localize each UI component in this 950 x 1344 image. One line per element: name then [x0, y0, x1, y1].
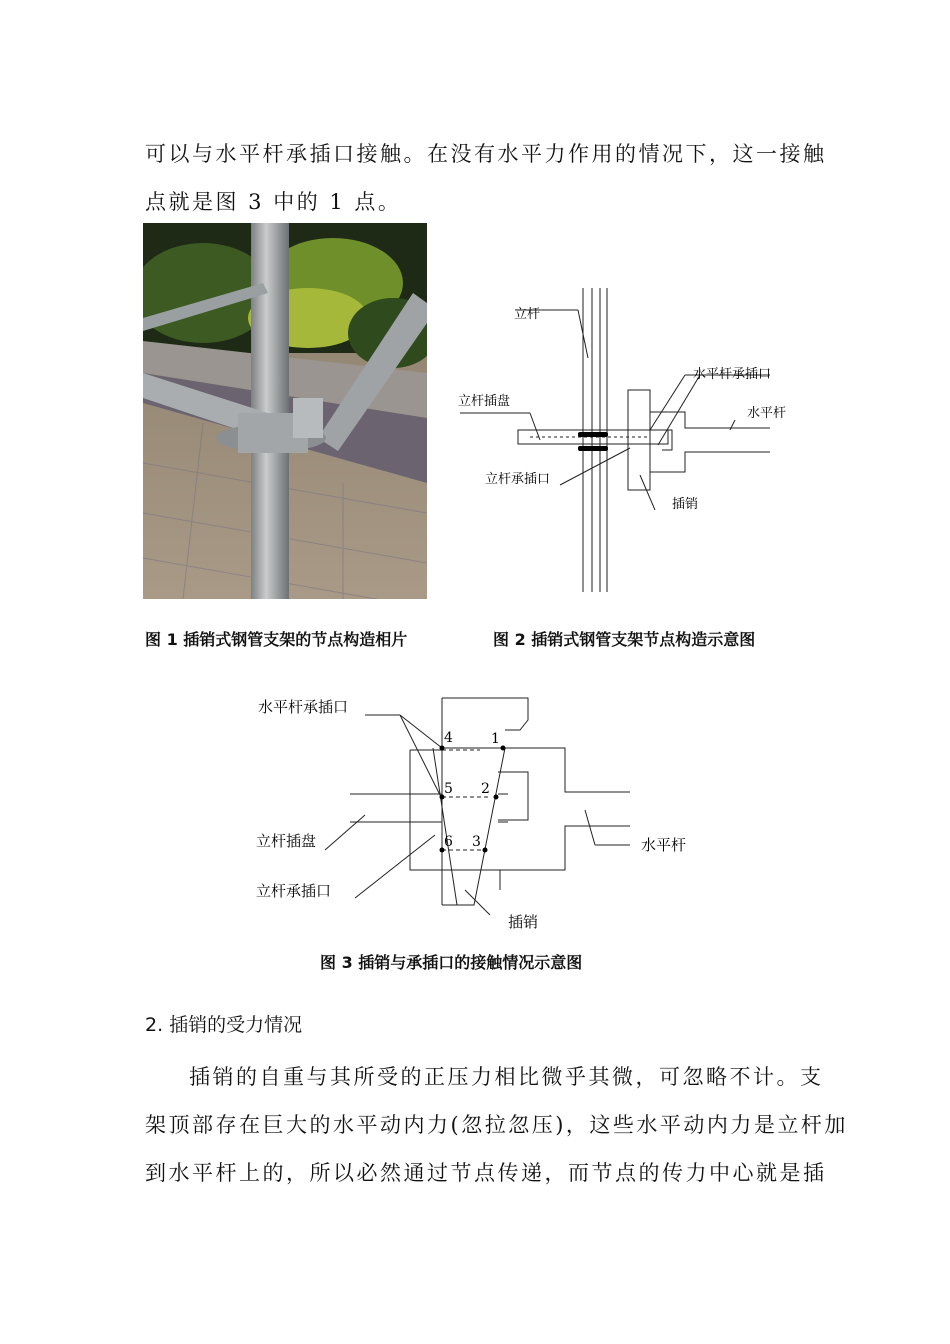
caption-fig1: 图 1 插销式钢管支架的节点构造相片: [145, 630, 408, 649]
caption-fig2: 图 2 插销式钢管支架节点构造示意图: [493, 630, 756, 649]
point-5: 5: [444, 781, 453, 797]
intro-line-1: 可以与水平杆承插口接触。在没有水平力作用的情况下，这一接触: [145, 142, 827, 166]
contact-schematic-fig3: [250, 690, 700, 940]
scaffold-joint-photo: [143, 223, 427, 599]
label-horizontal-bar-fig3: 水平杆: [641, 836, 687, 854]
joint-schematic-fig2: [440, 280, 790, 610]
intro-line-2: 点就是图 3 中的 1 点。: [145, 190, 402, 214]
label-riser: 立杆: [514, 307, 541, 322]
label-riser-disc-fig3: 立杆插盘: [256, 832, 317, 850]
body-line-3: 到水平杆上的，所以必然通过节点传递，而节点的传力中心就是插: [145, 1161, 827, 1185]
point-1: 1: [491, 731, 500, 747]
body-line-2: 架顶部存在巨大的水平动内力(忽拉忽压)，这些水平动内力是立杆加: [145, 1113, 848, 1137]
label-riser-socket-fig3: 立杆承插口: [256, 882, 332, 900]
section-heading: 2. 插销的受力情况: [145, 1014, 303, 1036]
label-horizontal-bar: 水平杆: [747, 406, 787, 421]
body-line-1: 插销的自重与其所受的正压力相比微乎其微，可忽略不计。支: [189, 1065, 824, 1089]
label-horizontal-socket: 水平杆承插口: [693, 367, 772, 382]
point-6: 6: [444, 834, 453, 850]
label-pin: 插销: [672, 497, 699, 512]
label-pin-fig3: 插销: [508, 913, 539, 931]
point-3: 3: [472, 834, 481, 850]
caption-fig3: 图 3 插销与承插口的接触情况示意图: [320, 953, 583, 972]
label-riser-disc: 立杆插盘: [458, 394, 511, 409]
label-horizontal-socket-fig3: 水平杆承插口: [258, 698, 349, 716]
point-2: 2: [481, 781, 490, 797]
point-4: 4: [444, 730, 453, 746]
label-riser-socket: 立杆承插口: [485, 472, 551, 487]
